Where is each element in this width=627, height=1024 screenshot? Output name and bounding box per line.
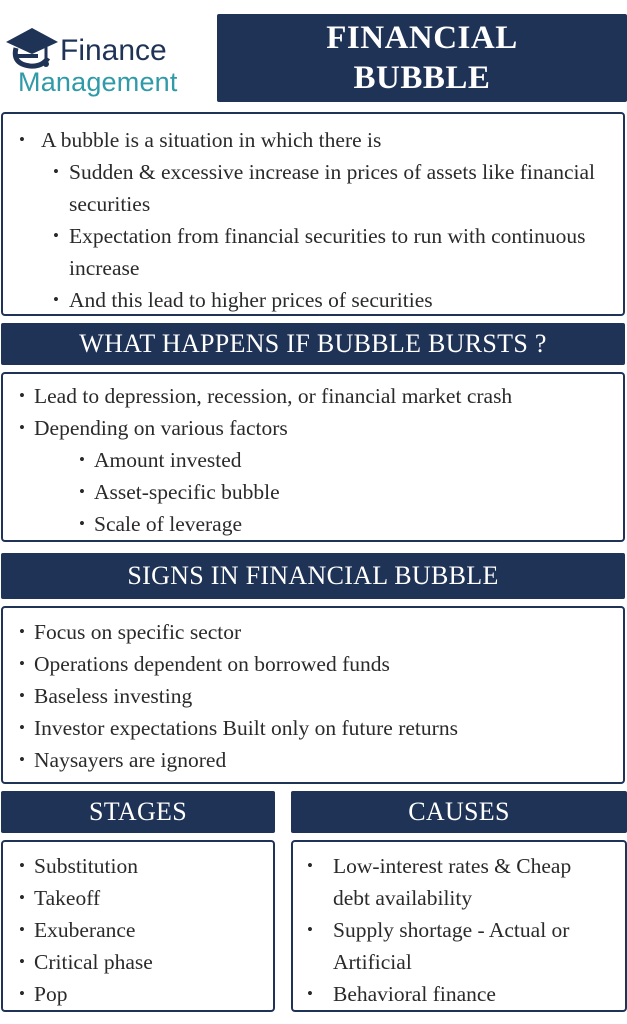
signs-list	[3, 616, 623, 776]
causes-heading	[291, 791, 627, 833]
causes-list	[293, 850, 625, 1010]
stages-heading	[1, 791, 275, 833]
logo-text-finance: Finance	[60, 34, 167, 67]
stages-item: • Exuberance	[34, 914, 273, 946]
burst-box	[1, 372, 625, 542]
signs-item: • Baseless investing	[34, 680, 623, 712]
brand-logo	[0, 0, 212, 104]
logo-text-management: Management	[18, 67, 178, 97]
title-banner	[217, 14, 627, 102]
stages-item: • Substitution	[34, 850, 273, 882]
intro-list	[3, 124, 623, 316]
signs-item: • Focus on specific sector	[34, 616, 623, 648]
causes-item: • Low-interest rates & Cheap debt availability	[333, 850, 593, 914]
burst-item: • Lead to depression, recession, or financial market crash	[34, 380, 623, 412]
burst-item: • Depending on various factors	[34, 412, 623, 444]
signs-box	[1, 606, 625, 784]
stages-heading-text: STAGES	[89, 797, 187, 826]
intro-box	[1, 112, 625, 316]
stages-list	[3, 850, 273, 1010]
burst-heading	[1, 323, 625, 365]
causes-item: • Supply shortage - Actual or Artificial	[333, 914, 601, 978]
title-line-1: FINANCIAL	[326, 20, 518, 56]
stages-box	[1, 840, 275, 1012]
stages-item: • Pop	[34, 978, 273, 1010]
intro-item: • A bubble is a situation in which there is	[41, 124, 623, 156]
burst-subitem: • Asset-specific bubble	[94, 476, 623, 508]
signs-heading-text: SIGNS IN FINANCIAL BUBBLE	[127, 561, 499, 590]
burst-subitem: • Amount invested	[94, 444, 623, 476]
causes-box	[291, 840, 627, 1012]
title-line-2: BUBBLE	[353, 60, 491, 96]
signs-item: • Operations dependent on borrowed funds	[34, 648, 623, 680]
signs-heading	[1, 553, 625, 599]
intro-subitem: • Expectation from financial securities to run with continuous increase	[69, 220, 599, 284]
signs-item: • Investor expectations Built only on future returns	[34, 712, 623, 744]
stages-item: • Critical phase	[34, 946, 273, 978]
burst-heading-text: WHAT HAPPENS IF BUBBLE BURSTS ?	[79, 329, 547, 358]
causes-item: • Behavioral finance	[333, 978, 625, 1010]
intro-subitem: • Sudden & excessive increase in prices of assets like financial securities	[69, 156, 599, 220]
burst-list	[3, 380, 623, 540]
causes-heading-text: CAUSES	[408, 797, 510, 826]
signs-item: • Naysayers are ignored	[34, 744, 623, 776]
stages-item: • Takeoff	[34, 882, 273, 914]
burst-subitem: • Scale of leverage	[94, 508, 623, 540]
graduation-cap-e-icon	[2, 18, 64, 72]
intro-subitem: • And this lead to higher prices of securities	[69, 284, 623, 316]
